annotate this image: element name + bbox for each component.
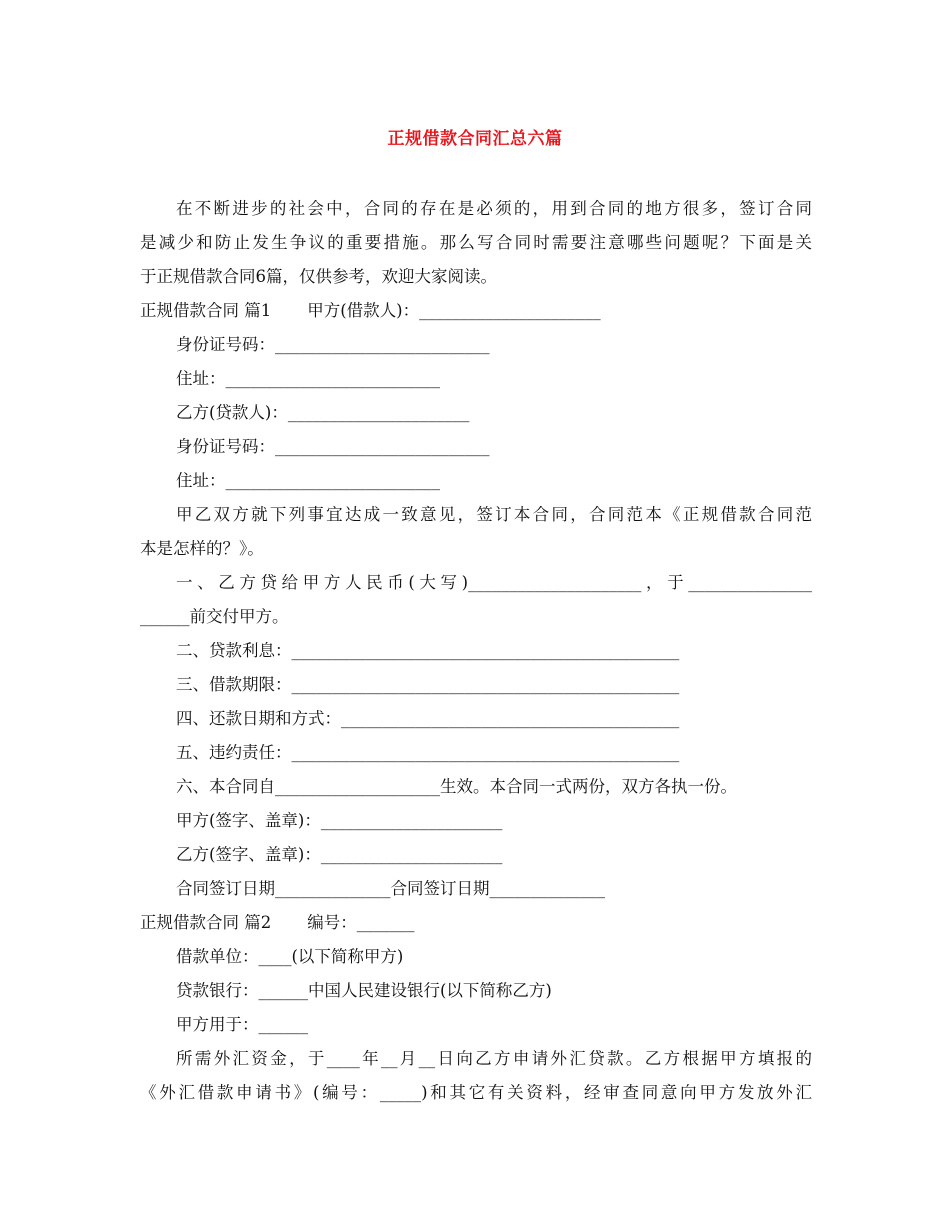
clause-line: 五、违约责任：_______________________________________________ (176, 743, 680, 762)
form-line: 乙方(贷款人)：______________________ (176, 403, 470, 422)
clause-line: 一、乙方贷给甲方人民币(大写)_____________________，于_______________ (176, 573, 812, 592)
clause-line: ______前交付甲方。 (140, 607, 289, 626)
form-line: 甲方用于：______ (176, 1015, 308, 1034)
date-line: 合同签订日期______________合同签订日期______________ (176, 879, 605, 898)
intro-line: 在不断进步的社会中，合同的存在是必须的，用到合同的地方很多，签订合同 (176, 199, 812, 218)
section-heading-1-row (140, 294, 812, 328)
form-line: 身份证号码：__________________________ (176, 437, 490, 456)
intro-line: 于正规借款合同6篇，仅供参考，欢迎大家阅读。 (140, 267, 497, 286)
section-heading: 正规借款合同 篇2 (140, 913, 272, 932)
signature-line: 乙方(签字、盖章)：______________________ (176, 845, 503, 864)
clause-line: 六、本合同自____________________生效。本合同一式两份，双方各执一份。 (176, 777, 737, 796)
clause-line: 三、借款期限：_______________________________________________ (176, 675, 680, 694)
party-a-field: 甲方(借款人)：______________________ (307, 301, 601, 320)
agreement-line: 甲乙双方就下列事宜达成一致意见，签订本合同，合同范本《正规借款合同范 (176, 505, 812, 524)
section-heading-2-row (140, 906, 812, 940)
section-heading: 正规借款合同 篇1 (140, 301, 272, 320)
form-line: 住址：__________________________ (176, 369, 440, 388)
paragraph-line: 《外汇借款申请书》(编号：_____)和其它有关资料，经审查同意向甲方发放外汇 (140, 1083, 812, 1102)
agreement-line: 本是怎样的？》。 (140, 539, 264, 558)
form-line: 身份证号码：__________________________ (176, 335, 490, 354)
form-line: 借款单位：____(以下简称甲方) (176, 947, 404, 966)
paragraph-line: 所需外汇资金，于____年__月__日向乙方申请外汇贷款。乙方根据甲方填报的 (176, 1049, 812, 1068)
intro-line: 是减少和防止发生争议的重要措施。那么写合同时需要注意哪些问题呢？下面是关 (140, 233, 812, 252)
clause-line: 四、还款日期和方式：_________________________________________ (176, 709, 680, 728)
form-line: 住址：__________________________ (176, 471, 440, 490)
form-line: 贷款银行：______中国人民建设银行(以下简称乙方) (176, 981, 552, 1000)
document-title: 正规借款合同汇总六篇 (387, 129, 563, 149)
signature-line: 甲方(签字、盖章)：______________________ (176, 811, 503, 830)
document-body (140, 192, 812, 1110)
contract-number-field: 编号：_______ (307, 913, 415, 932)
clause-line: 二、贷款利息：_______________________________________________ (176, 641, 680, 660)
